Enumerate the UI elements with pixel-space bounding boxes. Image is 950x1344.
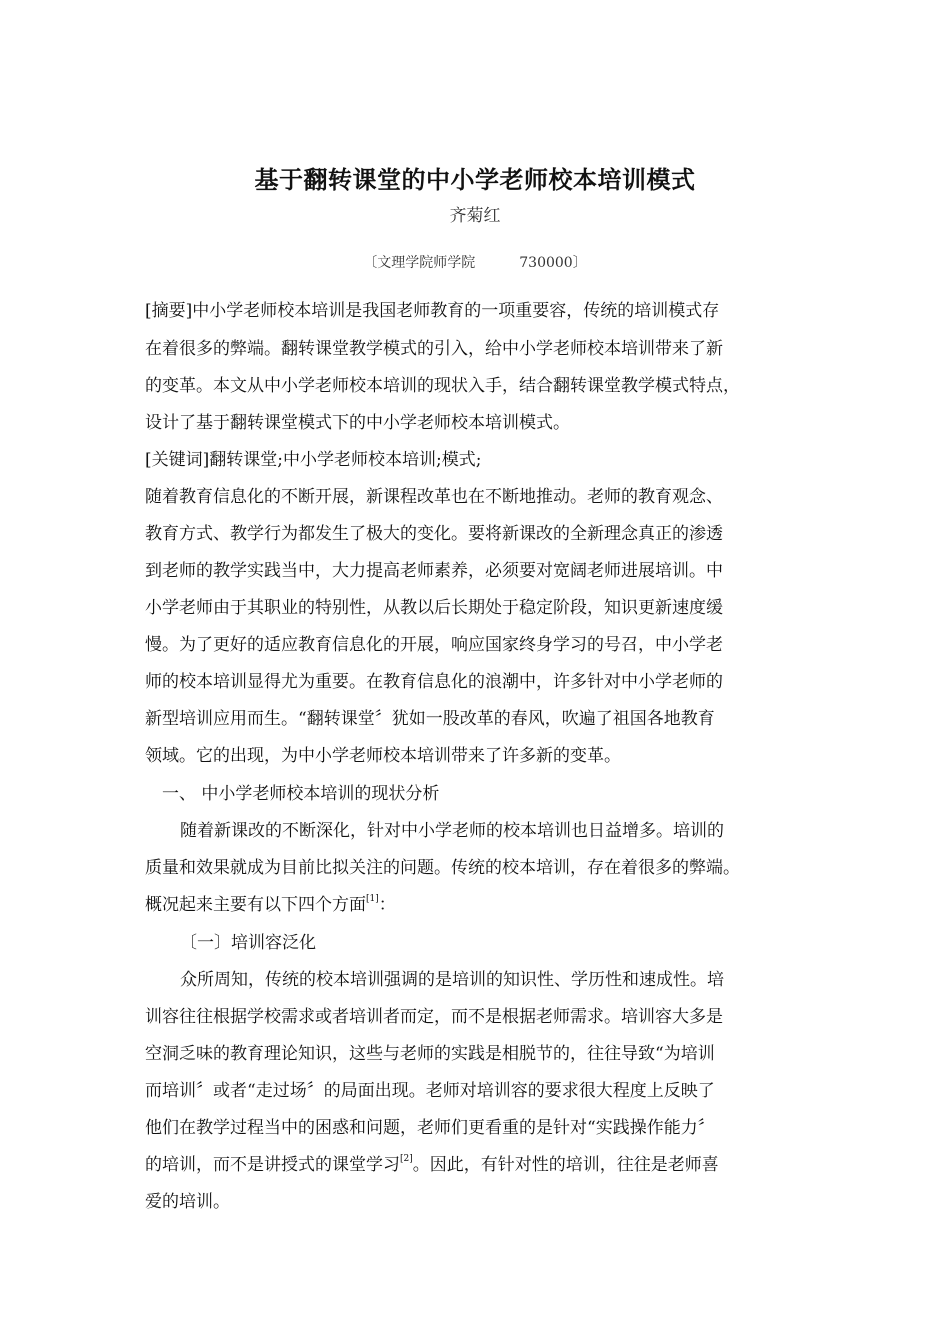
intro-line: 随着教育信息化的不断开展，新课程改革也在不断地推动。老师的教育观念、 [145, 487, 723, 507]
abstract-line: [摘要]中小学老师校本培训是我国老师教育的一项重要容，传统的培训模式存 [145, 301, 720, 321]
abstract-line: 设计了基于翻转课堂模式下的中小学老师校本培训模式。 [145, 413, 570, 433]
intro-line: 慢。为了更好的适应教育信息化的开展，响应国家终身学习的号召，中小学老 [145, 635, 723, 655]
intro-line: 教育方式、教学行为都发生了极大的变化。要将新课改的全新理念真正的渗透 [145, 524, 723, 544]
intro-line: 到老师的教学实践当中，大力提高老师素养，必须要对宽阔老师进展培训。中 [145, 561, 723, 581]
paragraph-text: 。因此，有针对性的培训，往往是老师喜 [412, 1155, 719, 1175]
abstract-line: 在着很多的弊端。翻转课堂教学模式的引入，给中小学老师校本培训带来了新 [145, 339, 723, 359]
affiliation-postcode: 730000 [519, 255, 573, 271]
subsection-heading: 〔一〕培训容泛化 [180, 933, 316, 953]
intro-line: 领域。它的出现，为中小学老师校本培训带来了许多新的变革。 [145, 746, 621, 766]
paragraph-line: 训容往往根据学校需求或者培训者而定，而不是根据老师需求。培训容大多是 [145, 1007, 723, 1027]
affiliation-institution: 文理学院师学院 [377, 255, 476, 271]
paragraph-line: 众所周知，传统的校本培训强调的是培训的知识性、学历性和速成性。培 [180, 970, 724, 990]
abstract-line: 的变革。本文从中小学老师校本培训的现状入手，结合翻转课堂教学模式特点， [145, 376, 740, 396]
paragraph-text: 概况起来主要有以下四个方面 [145, 895, 366, 915]
citation-ref: [1] [366, 894, 379, 904]
paragraph-text: ： [378, 895, 396, 915]
intro-line: 新型培训应用而生。“翻转课堂〞犹如一股改革的春风，吹遍了祖国各地教育 [145, 709, 715, 729]
paragraph-line: 爱的培训。 [145, 1192, 230, 1212]
citation-ref: [2] [400, 1154, 413, 1164]
paragraph-line [145, 894, 396, 916]
author-name: 齐菊红 [449, 206, 501, 226]
paragraph-text: 的培训，而不是讲授式的课堂学习 [145, 1155, 400, 1175]
intro-line: 师的校本培训显得尤为重要。在教育信息化的浪潮中，许多针对中小学老师的 [145, 672, 723, 692]
paragraph-line: 而培训〞或者“走过场〞的局面出现。老师对培训容的要求很大程度上反映了 [145, 1081, 715, 1101]
paragraph-line: 随着新课改的不断深化，针对中小学老师的校本培训也日益增多。培训的 [180, 821, 724, 841]
paragraph-line [145, 1154, 719, 1176]
section-heading: 一、 中小学老师校本培训的现状分析 [162, 784, 440, 804]
intro-line: 小学老师由于其职业的特别性，从教以后长期处于稳定阶段，知识更新速度缓 [145, 598, 723, 618]
affiliation-open-bracket: 〔 [363, 255, 378, 271]
keywords-line: [关键词]翻转课堂;中小学老师校本培训;模式; [145, 450, 482, 470]
paragraph-line: 他们在教学过程当中的困惑和问题，老师们更看重的是针对“实践操作能力〞 [145, 1118, 715, 1138]
author-affiliation [0, 252, 950, 272]
paper-title: 基于翻转课堂的中小学老师校本培训模式 [254, 165, 696, 194]
paragraph-line: 空洞乏味的教育理论知识，这些与老师的实践是相脱节的，往往导致“为培训 [145, 1044, 715, 1064]
paragraph-line: 质量和效果就成为目前比拟关注的问题。传统的校本培训，存在着很多的弊端。 [145, 858, 740, 878]
affiliation-close-bracket: 〕 [572, 255, 587, 271]
